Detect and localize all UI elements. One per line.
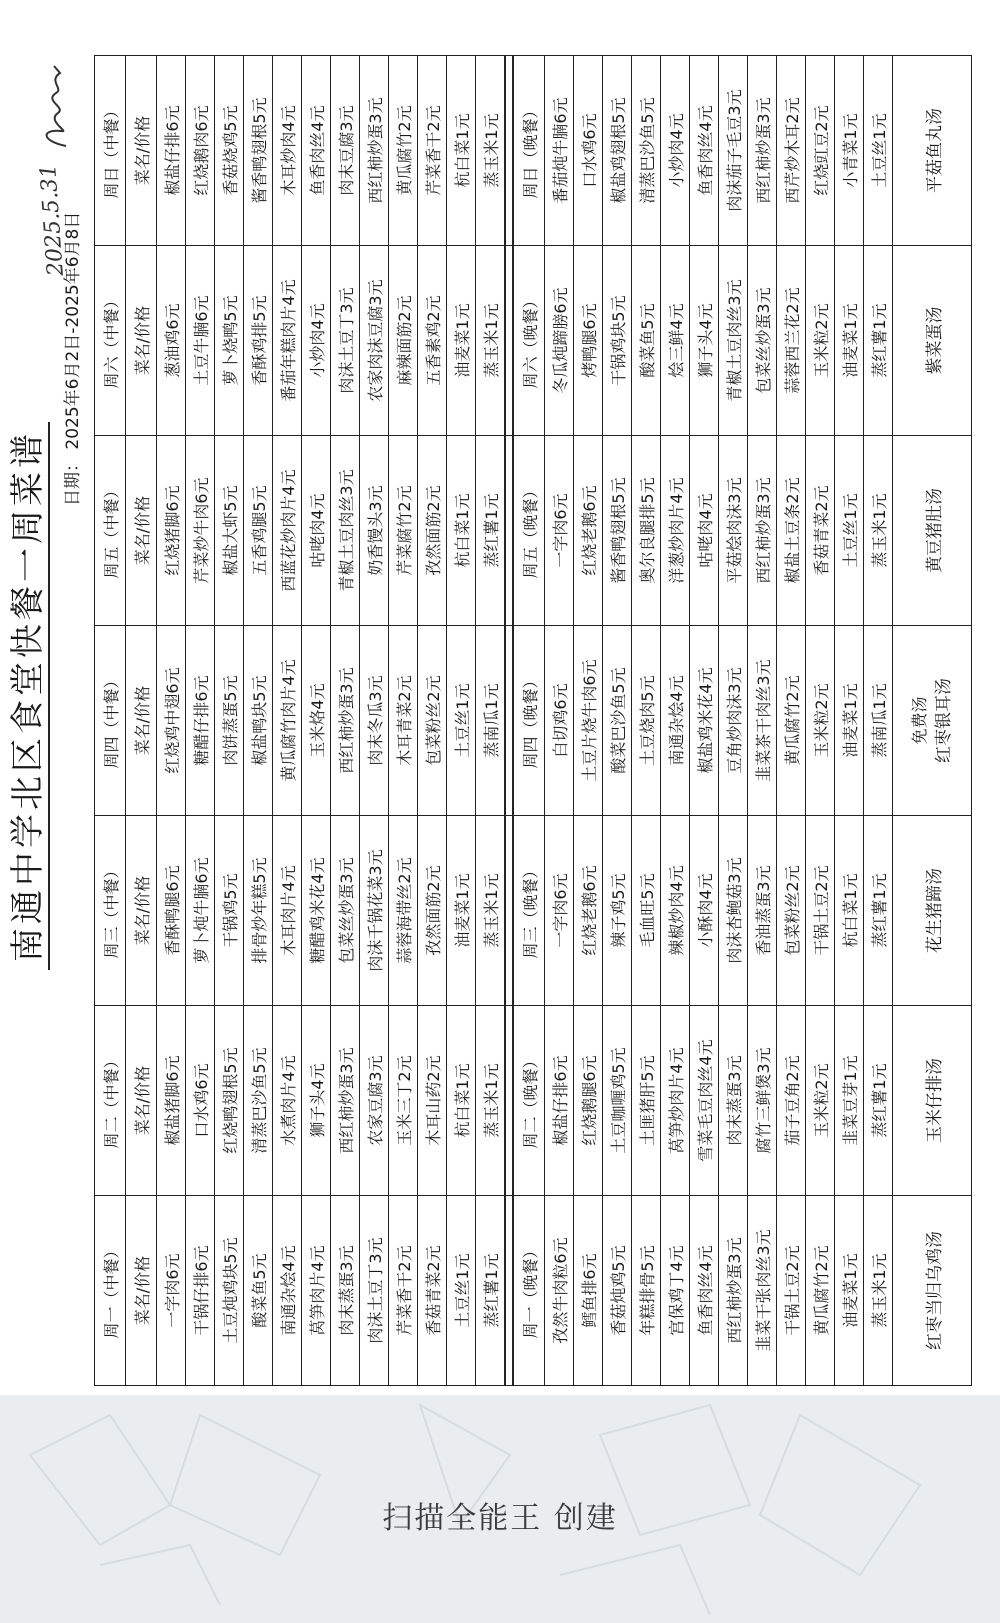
menu-cell: 椒盐鸭块5元: [244, 626, 273, 816]
menu-cell: 韭菜豆芽1元: [835, 1006, 864, 1196]
menu-cell: 农家肉沫豆腐3元: [360, 246, 389, 436]
menu-cell: 黄瓜腐竹2元: [806, 1196, 835, 1386]
soup-name: 红枣银耳汤: [933, 678, 954, 763]
menu-cell: 番茄年糕肉片4元: [273, 246, 302, 436]
menu-cell: 酱香鸭翅根5元: [603, 436, 632, 626]
scanner-watermark-bar: [0, 1395, 1000, 1623]
menu-cell: 土豆烧肉5元: [632, 626, 661, 816]
menu-cell: 周三（中餐）: [95, 816, 126, 1006]
soup-cell: [893, 816, 972, 1006]
menu-cell: 蒜蓉西兰花2元: [777, 246, 806, 436]
table-row: [690, 56, 719, 1386]
menu-cell: 包菜丝炒蛋3元: [748, 246, 777, 436]
menu-cell: 土匪猪肝5元: [632, 1006, 661, 1196]
table-row: [632, 56, 661, 1386]
menu-cell: 奶香馒头3元: [360, 436, 389, 626]
menu-cell: 干锅鸡块5元: [603, 246, 632, 436]
menu-cell: 土豆炖鸡块5元: [215, 1196, 244, 1386]
menu-cell: 蒸南瓜1元: [864, 626, 893, 816]
menu-cell: 蒸玉米1元: [864, 436, 893, 626]
menu-cell: 冬瓜炖蹄膀6元: [545, 246, 574, 436]
menu-cell: 洋葱炒肉片4元: [661, 436, 690, 626]
menu-cell: 周日（中餐）: [95, 56, 126, 246]
menu-cell: 肉饼蒸蛋5元: [215, 626, 244, 816]
menu-cell: 韭菜茶干肉丝3元: [748, 626, 777, 816]
menu-cell: 杭白菜1元: [447, 56, 476, 246]
menu-cell: 口水鸡6元: [186, 1006, 215, 1196]
table-row: [545, 56, 574, 1386]
menu-cell: 周二（中餐）: [95, 1006, 126, 1196]
menu-cell: 番茄炖牛腩6元: [545, 56, 574, 246]
menu-cell: 麻辣面筋2元: [389, 246, 418, 436]
menu-cell: 椒盐鸡米花4元: [690, 626, 719, 816]
menu-cell: 椒盐仔排6元: [545, 1006, 574, 1196]
menu-cell: 肉沫土豆丁3元: [360, 1196, 389, 1386]
menu-table-body: [95, 56, 972, 1386]
menu-cell: 木耳炒肉4元: [273, 56, 302, 246]
menu-cell: 油麦菜1元: [447, 246, 476, 436]
menu-cell: 红烧鹅肉6元: [186, 56, 215, 246]
menu-cell: 肉沫土豆丁3元: [331, 246, 360, 436]
menu-cell: 周一（中餐）: [95, 1196, 126, 1386]
menu-cell: 周三（晚餐）: [513, 816, 545, 1006]
table-row: [244, 56, 273, 1386]
table-row: [574, 56, 603, 1386]
menu-title-text: 南通中学北区食堂快餐一周菜谱: [8, 422, 50, 970]
menu-cell: 一字肉6元: [545, 436, 574, 626]
menu-cell: 干锅土豆2元: [777, 1196, 806, 1386]
menu-cell: 水煮肉片4元: [273, 1006, 302, 1196]
soup-name: 花生猪蹄汤: [924, 868, 945, 953]
menu-cell: 蒸玉米1元: [476, 246, 506, 436]
menu-cell: 蒸红薯1元: [476, 436, 506, 626]
menu-cell: 椒盐仔排6元: [157, 56, 186, 246]
menu-cell: 香酥鸡排5元: [244, 246, 273, 436]
menu-cell: 糖醋鸡米花4元: [302, 816, 331, 1006]
menu-cell: 杭白菜1元: [447, 1006, 476, 1196]
menu-cell: 土豆丝1元: [864, 56, 893, 246]
soup-name: 黄豆猪肚汤: [924, 488, 945, 573]
table-row: [603, 56, 632, 1386]
menu-cell: 干锅土豆2元: [806, 816, 835, 1006]
lunch-header-row: [95, 56, 126, 1386]
menu-cell: 香菇烧鸡5元: [215, 56, 244, 246]
soup-cell: [893, 626, 972, 816]
menu-cell: 小青菜1元: [835, 56, 864, 246]
menu-cell: 肉末豆腐3元: [331, 56, 360, 246]
menu-cell: 莴笋炒肉片4元: [661, 1006, 690, 1196]
menu-cell: 玉米粒2元: [806, 246, 835, 436]
menu-cell: 白切鸡6元: [545, 626, 574, 816]
menu-cell: 周一（晚餐）: [513, 1196, 545, 1386]
table-row: [126, 56, 157, 1386]
menu-cell: 狮子头4元: [302, 1006, 331, 1196]
menu-cell: 菜名/价格: [126, 246, 157, 436]
soup-name: 平菇鱼丸汤: [924, 108, 945, 193]
soup-cell: [893, 1006, 972, 1196]
menu-cell: 雪菜毛豆肉丝4元: [690, 1006, 719, 1196]
menu-cell: 红烧豇豆2元: [806, 56, 835, 246]
menu-cell: 玉米粒2元: [806, 1006, 835, 1196]
menu-cell: 蒸玉米1元: [476, 56, 506, 246]
menu-cell: 菜名/价格: [126, 56, 157, 246]
divider-cell: [505, 816, 513, 1006]
menu-cell: 西红柿炒蛋3元: [331, 1006, 360, 1196]
menu-cell: 肉末蒸蛋3元: [331, 1196, 360, 1386]
table-row: [186, 56, 215, 1386]
menu-cell: 油麦菜1元: [835, 626, 864, 816]
soup-row: [893, 56, 972, 1386]
section-divider: [505, 56, 513, 1386]
free-soup-label: 免费汤: [909, 696, 929, 745]
menu-cell: 糖醋仔排6元: [186, 626, 215, 816]
menu-cell: 南通杂烩4元: [661, 626, 690, 816]
menu-cell: 周日（晚餐）: [513, 56, 545, 246]
menu-cell: 蒸玉米1元: [864, 1196, 893, 1386]
menu-cell: 香油蒸蛋3元: [748, 816, 777, 1006]
menu-cell: 五香素鸡2元: [418, 246, 447, 436]
menu-cell: 鱼香肉丝4元: [690, 1196, 719, 1386]
menu-cell: 土豆丝1元: [447, 1196, 476, 1386]
menu-cell: 玉米粒2元: [806, 626, 835, 816]
table-row: [447, 56, 476, 1386]
menu-cell: 油麦菜1元: [835, 246, 864, 436]
divider-cell: [505, 1006, 513, 1196]
menu-cell: 杭白菜1元: [447, 436, 476, 626]
menu-cell: 香菇青菜2元: [418, 1196, 447, 1386]
menu-cell: 蒸红薯1元: [864, 246, 893, 436]
menu-cell: 干锅鸡5元: [215, 816, 244, 1006]
menu-cell: 黄瓜腐竹肉片4元: [273, 626, 302, 816]
table-row: [360, 56, 389, 1386]
menu-cell: 芹菜香干2元: [418, 56, 447, 246]
menu-cell: 蒸红薯1元: [864, 1006, 893, 1196]
table-row: [157, 56, 186, 1386]
menu-cell: 肉末冬瓜3元: [360, 626, 389, 816]
menu-cell: 孜然面筋2元: [418, 816, 447, 1006]
table-row: [719, 56, 748, 1386]
table-row: [835, 56, 864, 1386]
menu-cell: 咕咾肉4元: [690, 436, 719, 626]
menu-cell: 萝卜炖牛腩6元: [186, 816, 215, 1006]
menu-cell: 肉沫千锅花菜3元: [360, 816, 389, 1006]
soup-name: 红枣当归乌鸡汤: [924, 1231, 945, 1350]
menu-cell: 酱香鸭翅根5元: [244, 56, 273, 246]
menu-cell: 韭菜干张肉丝3元: [748, 1196, 777, 1386]
menu-cell: 西红柿炒蛋3元: [748, 56, 777, 246]
menu-cell: 菜名/价格: [126, 436, 157, 626]
menu-cell: 芹菜腐竹2元: [389, 436, 418, 626]
menu-cell: 红烧鸡中翅6元: [157, 626, 186, 816]
menu-cell: 土豆牛腩6元: [186, 246, 215, 436]
menu-cell: 周六（晚餐）: [513, 246, 545, 436]
menu-cell: 酸菜鱼5元: [244, 1196, 273, 1386]
menu-cell: 木耳青菜2元: [389, 626, 418, 816]
menu-cell: 葱油鸡6元: [157, 246, 186, 436]
soup-cell: [893, 436, 972, 626]
menu-cell: 红烧老鹅6元: [574, 436, 603, 626]
menu-cell: 南通杂烩4元: [273, 1196, 302, 1386]
menu-cell: 红烧鹅腿6元: [574, 1006, 603, 1196]
menu-cell: 一字肉6元: [157, 1196, 186, 1386]
menu-cell: 辣椒炒肉4元: [661, 816, 690, 1006]
menu-cell: 包菜粉丝2元: [418, 626, 447, 816]
menu-cell: 玉米烙4元: [302, 626, 331, 816]
menu-cell: 香菇青菜2元: [806, 436, 835, 626]
menu-cell: 小酥肉4元: [690, 816, 719, 1006]
menu-cell: 小炒肉4元: [302, 246, 331, 436]
soup-cell: [893, 246, 972, 436]
signature-mark: [36, 61, 76, 151]
menu-cell: 平菇烩肉沫3元: [719, 436, 748, 626]
menu-cell: 青椒土豆肉丝3元: [719, 246, 748, 436]
menu-cell: 肉末蒸蛋3元: [719, 1006, 748, 1196]
menu-cell: 肉沫茄子毛豆3元: [719, 56, 748, 246]
menu-cell: 宫保鸡丁4元: [661, 1196, 690, 1386]
menu-table: [94, 55, 972, 1386]
menu-cell: 西芹炒木耳2元: [777, 56, 806, 246]
menu-cell: 香菇炖鸡5元: [603, 1196, 632, 1386]
table-row: [806, 56, 835, 1386]
divider-cell: [505, 56, 513, 246]
dinner-header-row: [513, 56, 545, 1386]
menu-cell: 芹菜炒牛肉6元: [186, 436, 215, 626]
menu-cell: 椒盐大虾5元: [215, 436, 244, 626]
menu-cell: 周六（中餐）: [95, 246, 126, 436]
soup-cell: [893, 1196, 972, 1386]
menu-cell: 干锅仔排6元: [186, 1196, 215, 1386]
menu-cell: 土豆丝1元: [835, 436, 864, 626]
menu-cell: 肉沫杏鲍菇3元: [719, 816, 748, 1006]
menu-cell: 周四（中餐）: [95, 626, 126, 816]
menu-cell: 咕咾肉4元: [302, 436, 331, 626]
menu-cell: 木耳山药2元: [418, 1006, 447, 1196]
menu-cell: 菜名/价格: [126, 816, 157, 1006]
menu-cell: 酸菜巴沙鱼5元: [603, 626, 632, 816]
menu-cell: 蒸红薯1元: [476, 1196, 506, 1386]
menu-cell: 五香鸡腿5元: [244, 436, 273, 626]
menu-cell: 清蒸巴沙鱼5元: [244, 1006, 273, 1196]
menu-cell: 蒸南瓜1元: [476, 626, 506, 816]
menu-cell: 西红柿炒蛋3元: [360, 56, 389, 246]
divider-cell: [505, 626, 513, 816]
menu-cell: 芹菜香干2元: [389, 1196, 418, 1386]
table-row: [273, 56, 302, 1386]
menu-cell: 蒸玉米1元: [476, 816, 506, 1006]
menu-cell: 周四（晚餐）: [513, 626, 545, 816]
menu-cell: 红烧老鹅6元: [574, 816, 603, 1006]
menu-cell: 土豆咖喱鸡5元: [603, 1006, 632, 1196]
date-range: 日期： 2025年6月2日-2025年6月8日: [63, 211, 83, 506]
menu-cell: 蒜蓉海带丝2元: [389, 816, 418, 1006]
menu-cell: 西红柿炒蛋3元: [719, 1196, 748, 1386]
menu-cell: 玉米三丁2元: [389, 1006, 418, 1196]
table-row: [331, 56, 360, 1386]
menu-cell: 烤鸭腿6元: [574, 246, 603, 436]
menu-cell: 腐竹三鲜煲3元: [748, 1006, 777, 1196]
divider-cell: [505, 246, 513, 436]
menu-cell: 土豆丝1元: [447, 626, 476, 816]
menu-cell: 椒盐鸡翅根5元: [603, 56, 632, 246]
table-row: [748, 56, 777, 1386]
menu-cell: 周二（晚餐）: [513, 1006, 545, 1196]
menu-cell: 酸菜鱼5元: [632, 246, 661, 436]
table-row: [389, 56, 418, 1386]
table-row: [661, 56, 690, 1386]
menu-cell: 狮子头4元: [690, 246, 719, 436]
menu-cell: 年糕排骨5元: [632, 1196, 661, 1386]
handwritten-date: 2025.5.31: [36, 163, 69, 277]
divider-cell: [505, 436, 513, 626]
soup-cell: [893, 56, 972, 246]
menu-cell: 辣子鸡5元: [603, 816, 632, 1006]
table-row: [777, 56, 806, 1386]
divider-cell: [505, 1196, 513, 1386]
menu-cell: 莴笋肉片4元: [302, 1196, 331, 1386]
menu-cell: 西红柿炒蛋3元: [748, 436, 777, 626]
menu-cell: 西红柿炒蛋3元: [331, 626, 360, 816]
menu-cell: 鳕鱼排6元: [574, 1196, 603, 1386]
menu-cell: 周五（中餐）: [95, 436, 126, 626]
menu-cell: 红烧鸭翅根5元: [215, 1006, 244, 1196]
menu-cell: 杭白菜1元: [835, 816, 864, 1006]
menu-cell: 农家豆腐3元: [360, 1006, 389, 1196]
menu-cell: 萝卜烧鸭5元: [215, 246, 244, 436]
menu-cell: 一字肉6元: [545, 816, 574, 1006]
menu-cell: 孜然面筋2元: [418, 436, 447, 626]
menu-cell: 菜名/价格: [126, 1006, 157, 1196]
menu-cell: 口水鸡6元: [574, 56, 603, 246]
table-row: [864, 56, 893, 1386]
menu-cell: 鱼香肉丝4元: [690, 56, 719, 246]
menu-cell: 包菜粉丝2元: [777, 816, 806, 1006]
watermark-text: 扫描全能王 创建: [382, 1501, 618, 1536]
menu-cell: 香酥鸭腿6元: [157, 816, 186, 1006]
menu-cell: 椒盐猪脚6元: [157, 1006, 186, 1196]
menu-cell: 豆角炒肉沫3元: [719, 626, 748, 816]
menu-cell: 菜名/价格: [126, 626, 157, 816]
menu-cell: 红烧猪脚6元: [157, 436, 186, 626]
table-row: [302, 56, 331, 1386]
menu-cell: 茄子豆角2元: [777, 1006, 806, 1196]
menu-cell: 椒盐土豆条2元: [777, 436, 806, 626]
menu-cell: 烩三鲜4元: [661, 246, 690, 436]
menu-cell: 油麦菜1元: [835, 1196, 864, 1386]
menu-cell: 黄瓜腐竹2元: [389, 56, 418, 246]
menu-cell: 青椒土豆肉丝3元: [331, 436, 360, 626]
soup-name: 紫菜蛋汤: [924, 306, 945, 375]
menu-cell: 排骨炒年糕5元: [244, 816, 273, 1006]
menu-cell: 木耳肉片4元: [273, 816, 302, 1006]
menu-cell: 包菜丝炒蛋3元: [331, 816, 360, 1006]
menu-cell: 蒸玉米1元: [476, 1006, 506, 1196]
menu-cell: 菜名/价格: [126, 1196, 157, 1386]
menu-cell: 奥尔良腿排5元: [632, 436, 661, 626]
menu-cell: 孜然牛肉粒6元: [545, 1196, 574, 1386]
table-row: [476, 56, 506, 1386]
menu-cell: 蒸红薯1元: [864, 816, 893, 1006]
table-row: [215, 56, 244, 1386]
menu-cell: 周五（晚餐）: [513, 436, 545, 626]
menu-cell: 清蒸巴沙鱼5元: [632, 56, 661, 246]
menu-sheet: [6, 6, 982, 1386]
menu-cell: 油麦菜1元: [447, 816, 476, 1006]
table-row: [418, 56, 447, 1386]
menu-cell: 土豆片烧牛肉6元: [574, 626, 603, 816]
menu-cell: 毛血旺5元: [632, 816, 661, 1006]
soup-name: 玉米仔排汤: [924, 1058, 945, 1143]
menu-cell: 黄瓜腐竹2元: [777, 626, 806, 816]
menu-cell: 鱼香肉丝4元: [302, 56, 331, 246]
menu-cell: 西蓝花炒肉片4元: [273, 436, 302, 626]
menu-cell: 小炒肉4元: [661, 56, 690, 246]
